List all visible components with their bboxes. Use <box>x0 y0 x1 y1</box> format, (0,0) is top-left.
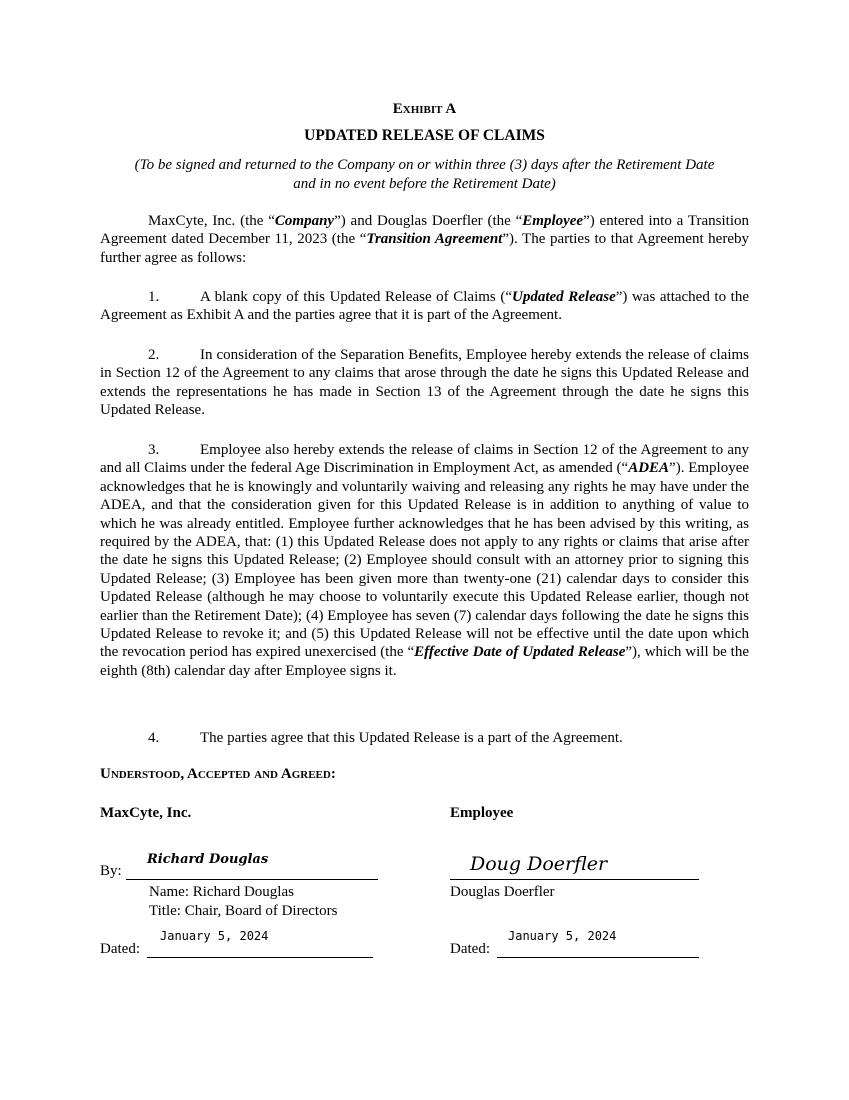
section-2-paragraph <box>100 346 749 420</box>
employee-name: Douglas Doerfler <box>450 884 555 900</box>
section-3-text-1: Employee also hereby extends the release of claims in Section 12 of the Agreement to any and all Claims under the federal Age Discrimination in Employment Act, as amended (“ <box>100 442 749 477</box>
company-date-line <box>147 957 373 958</box>
intro-text-2: ”) and Douglas Doerfler (the “ <box>334 213 523 229</box>
employee-signature <box>468 846 608 878</box>
employee-party-label: Employee <box>450 805 514 821</box>
company-dated-label: Dated: <box>100 941 140 957</box>
section-3-paragraph <box>100 441 749 680</box>
section-4-text: The parties agree that this Updated Release is a part of the Agreement. <box>200 730 623 746</box>
intro-text-3: ”) entered into a Transition Agreement dated December 11, 2023 (the “ <box>100 213 749 248</box>
document-subtitle <box>100 156 749 194</box>
term-adea: ADEA <box>628 460 670 477</box>
by-label: By: <box>100 863 122 879</box>
company-signer-title: Title: Chair, Board of Directors <box>149 903 338 919</box>
subtitle-line-2: and in no event before the Retirement Date) <box>293 176 556 192</box>
intro-text-4: ”). The parties to that Agreement hereby further agree as follows: <box>100 231 749 266</box>
employee-dated-label: Dated: <box>450 941 490 957</box>
intro-text-1: MaxCyte, Inc. (the “ <box>148 213 275 229</box>
term-transition-agreement: Transition Agreement <box>366 231 503 248</box>
term-company: Company <box>274 213 335 229</box>
company-signature-text: Richard Douglas <box>147 852 269 867</box>
company-date-value: January 5, 2024 <box>160 929 269 943</box>
term-employee: Employee <box>522 213 584 229</box>
section-1-paragraph <box>100 288 749 325</box>
term-effective-date: Effective Date of Updated Release <box>414 644 626 661</box>
term-updated-release: Updated Release <box>512 289 616 305</box>
section-4-paragraph <box>100 729 749 747</box>
section-4-number: 4. <box>148 730 160 746</box>
company-signature-line <box>126 879 378 880</box>
section-1-number: 1. <box>148 289 160 305</box>
employee-signature-line <box>450 879 699 880</box>
intro-paragraph <box>100 212 749 267</box>
employee-signature-text: Doug Doerfler <box>470 853 608 875</box>
company-signature <box>145 846 275 870</box>
company-party-label: MaxCyte, Inc. <box>100 805 192 821</box>
section-3-text-3: ”), which will be the eighth (8th) calendar day after Employee signs it. <box>100 644 749 679</box>
section-1-text-2: ”) was attached to the Agreement as Exhibit A and the parties agree that it is part of the Agreement. <box>100 289 749 324</box>
section-3-number: 3. <box>148 442 160 458</box>
document-title: UPDATED RELEASE OF CLAIMS <box>304 127 545 144</box>
company-signer-name: Name: Richard Douglas <box>149 884 294 900</box>
employee-date-value: January 5, 2024 <box>508 929 617 943</box>
exhibit-label: Exhibit A <box>392 101 457 117</box>
section-1-text-1: A blank copy of this Updated Release of Claims (“ <box>200 289 512 305</box>
section-3-text-2: ”). Employee acknowledges that he is knowingly and voluntarily waiving and releasing any rights he may have under the ADEA, and that the consideration given for this Updated Release is in addition to anything of value to which he was already entitled. Employee further acknowledges that he has been advised by this writing, as required by the ADEA, that: (1) this Updated Release does not apply to any rights or claims that arise after the date he signs this Updated Release; (2) Employee should consult with an attorney prior to signing this Updated Release; (3) Employee has been given more than twenty-one (21) calendar days to consider this Updated Release (although he may choose to voluntarily execute this Updated Release earlier, though not earlier than the Retirement Date); (4) Employee has seven (7) calendar days following the date he signs this Updated Release to revoke it; and (5) this Updated Release will not be effective until the date upon which the revocation period has expired unexercised (the “ <box>100 460 750 661</box>
subtitle-line-1: (To be signed and returned to the Company on or within three (3) days after the Retirement Date <box>134 157 715 173</box>
agreement-heading: Understood, Accepted and Agreed: <box>100 766 336 782</box>
employee-date-line <box>497 957 699 958</box>
section-2-number: 2. <box>148 347 160 363</box>
section-2-text: In consideration of the Separation Benefits, Employee hereby extends the release of claims in Section 12 of the Agreement to any claims that arose through the date he signs this Updated Release and extends the representations he has made in Section 13 of the Agreement through the date he signs this Updated Release. <box>100 347 749 419</box>
